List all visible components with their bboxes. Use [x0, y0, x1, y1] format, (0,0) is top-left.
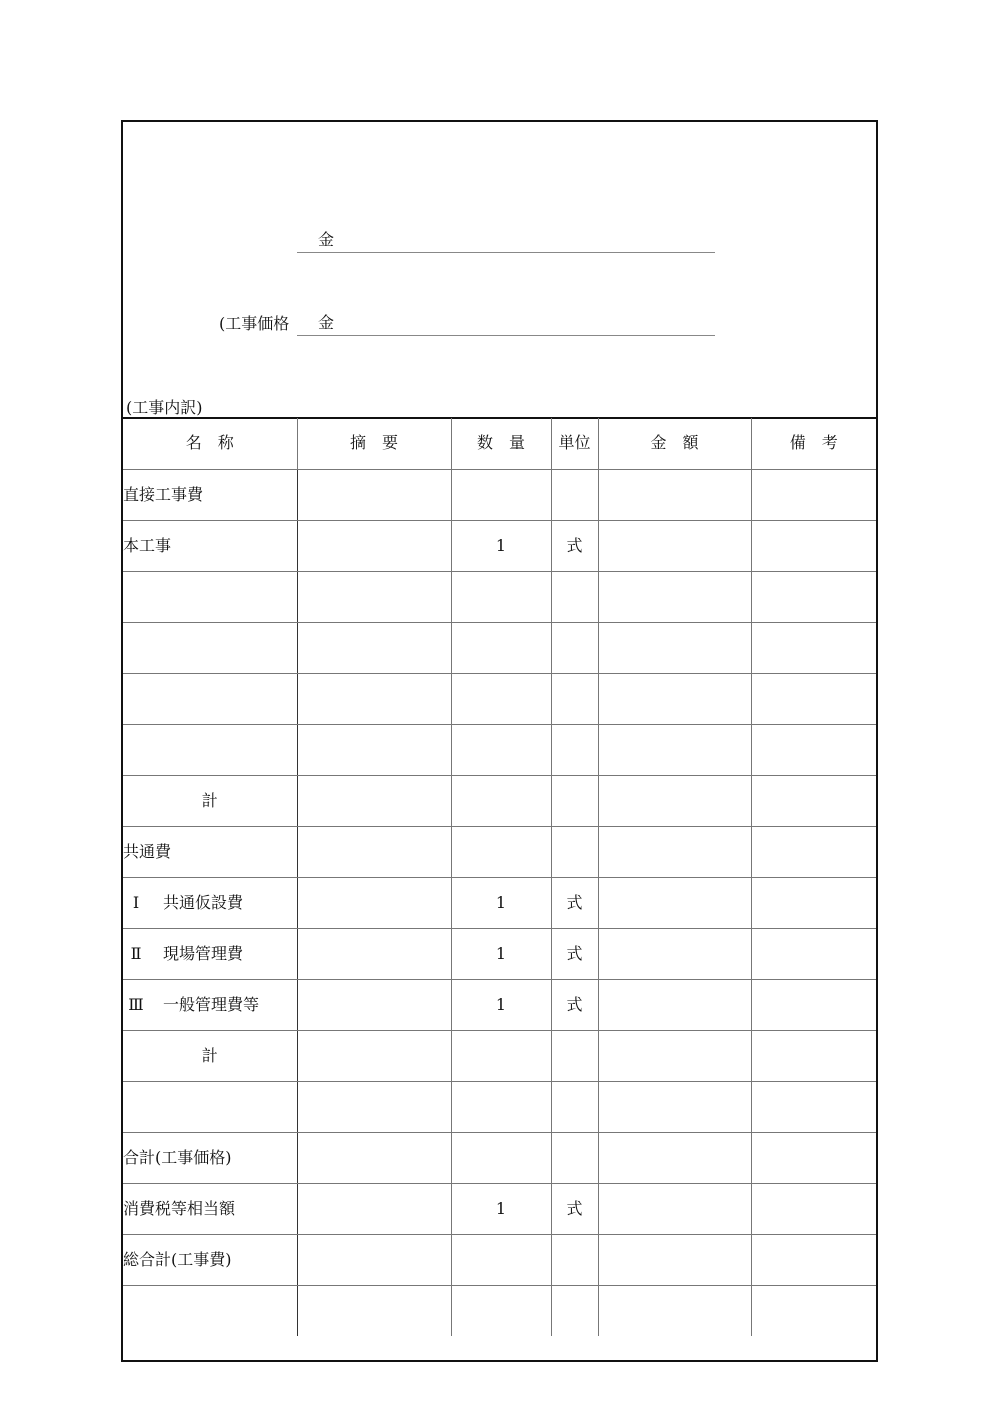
cell-amount[interactable]	[598, 826, 751, 877]
cell-quantity[interactable]	[451, 1081, 551, 1132]
cell-unit[interactable]	[551, 1030, 598, 1081]
cell-unit[interactable]: 式	[551, 979, 598, 1030]
cell-amount[interactable]	[598, 571, 751, 622]
cell-quantity[interactable]	[451, 724, 551, 775]
cell-note[interactable]	[751, 571, 876, 622]
cell-name[interactable]	[123, 928, 297, 979]
cell-unit[interactable]: 式	[551, 1183, 598, 1234]
cell-note[interactable]	[751, 826, 876, 877]
cell-name[interactable]	[123, 877, 297, 928]
cell-quantity[interactable]	[451, 1285, 551, 1336]
cell-summary[interactable]	[297, 775, 451, 826]
cell-quantity[interactable]: 1	[451, 877, 551, 928]
item-name: 直接工事費	[123, 484, 204, 504]
cell-summary[interactable]	[297, 1030, 451, 1081]
table-row	[123, 1081, 876, 1132]
table-row	[123, 1285, 876, 1336]
item-name: 消費税等相当額	[123, 1198, 236, 1218]
cell-summary[interactable]	[297, 622, 451, 673]
construction-price-field[interactable]	[297, 313, 715, 336]
cell-unit[interactable]	[551, 622, 598, 673]
cell-amount[interactable]	[598, 622, 751, 673]
cell-unit[interactable]	[551, 724, 598, 775]
cell-note[interactable]	[751, 469, 876, 520]
cell-unit[interactable]	[551, 673, 598, 724]
item-name: 計	[201, 790, 218, 810]
cell-quantity[interactable]: 1	[451, 979, 551, 1030]
cell-amount[interactable]	[598, 979, 751, 1030]
item-name: 計	[201, 1045, 218, 1065]
cell-quantity[interactable]	[451, 1234, 551, 1285]
cell-note[interactable]	[751, 775, 876, 826]
item-name: 本工事	[123, 535, 172, 555]
cell-note[interactable]	[751, 928, 876, 979]
cell-name[interactable]	[123, 520, 297, 571]
roman-numeral: Ⅰ	[132, 892, 140, 912]
table-row	[123, 775, 876, 826]
cell-summary[interactable]	[297, 673, 451, 724]
cell-quantity[interactable]	[451, 826, 551, 877]
cell-note[interactable]	[751, 673, 876, 724]
table-header-row	[123, 418, 876, 469]
cell-name[interactable]	[123, 1030, 297, 1081]
cell-note[interactable]	[751, 1132, 876, 1183]
cell-amount[interactable]	[598, 724, 751, 775]
item-name: 現場管理費	[163, 943, 244, 963]
cell-name[interactable]	[123, 1285, 297, 1336]
cell-note[interactable]	[751, 1285, 876, 1336]
cell-unit[interactable]	[551, 826, 598, 877]
cell-summary[interactable]	[297, 928, 451, 979]
table-row	[123, 928, 876, 979]
table-row	[123, 724, 876, 775]
cell-summary[interactable]	[297, 877, 451, 928]
table-row	[123, 979, 876, 1030]
cell-quantity[interactable]: 1	[451, 928, 551, 979]
item-name: 共通仮設費	[163, 892, 244, 912]
cell-note[interactable]	[751, 1183, 876, 1234]
cell-quantity[interactable]	[451, 673, 551, 724]
total-amount-prefix: 金	[318, 230, 335, 249]
cell-summary[interactable]	[297, 520, 451, 571]
item-name: 一般管理費等	[163, 994, 260, 1014]
cell-amount[interactable]	[598, 1081, 751, 1132]
table-row	[123, 1234, 876, 1285]
cell-name[interactable]	[123, 469, 297, 520]
table-row	[123, 469, 876, 520]
cell-note[interactable]	[751, 1234, 876, 1285]
table-row	[123, 1183, 876, 1234]
cell-summary[interactable]	[297, 826, 451, 877]
cell-amount[interactable]	[598, 1285, 751, 1336]
cell-amount[interactable]	[598, 1132, 751, 1183]
cell-quantity[interactable]	[451, 469, 551, 520]
roman-numeral: Ⅲ	[128, 994, 144, 1014]
cell-name[interactable]	[123, 979, 297, 1030]
cell-amount[interactable]	[598, 775, 751, 826]
total-amount-field[interactable]	[297, 230, 715, 253]
item-name: 共通費	[123, 841, 172, 861]
table-row	[123, 571, 876, 622]
cell-amount[interactable]	[598, 928, 751, 979]
cell-name[interactable]	[123, 1183, 297, 1234]
cell-summary[interactable]	[297, 1183, 451, 1234]
cell-unit[interactable]	[551, 1234, 598, 1285]
cell-unit[interactable]	[551, 1132, 598, 1183]
cell-note[interactable]	[751, 724, 876, 775]
column-header-quantity: 数 量	[451, 418, 551, 469]
cell-unit[interactable]	[551, 571, 598, 622]
cell-summary[interactable]	[297, 1081, 451, 1132]
cell-quantity[interactable]: 1	[451, 520, 551, 571]
column-header-unit: 単位	[551, 418, 598, 469]
cell-quantity[interactable]	[451, 1132, 551, 1183]
cell-quantity[interactable]	[451, 622, 551, 673]
header-area	[123, 122, 876, 419]
cell-note[interactable]	[751, 1030, 876, 1081]
column-header-name: 名 称	[123, 418, 297, 469]
cell-summary[interactable]	[297, 1132, 451, 1183]
column-header-summary: 摘 要	[297, 418, 451, 469]
cell-note[interactable]	[751, 520, 876, 571]
cell-name[interactable]	[123, 1081, 297, 1132]
cell-unit[interactable]: 式	[551, 928, 598, 979]
cell-quantity[interactable]	[451, 571, 551, 622]
column-header-note: 備 考	[751, 418, 876, 469]
cell-summary[interactable]	[297, 1285, 451, 1336]
cell-note[interactable]	[751, 979, 876, 1030]
cell-summary[interactable]	[297, 979, 451, 1030]
table-row	[123, 1030, 876, 1081]
construction-price-prefix: 金	[318, 313, 335, 332]
roman-numeral: Ⅱ	[130, 943, 142, 963]
cell-quantity[interactable]: 1	[451, 1183, 551, 1234]
item-name: 総合計(工事費)	[123, 1249, 232, 1269]
table-row	[123, 1132, 876, 1183]
cell-name[interactable]	[123, 775, 297, 826]
estimate-form	[121, 120, 878, 1362]
cell-amount[interactable]	[598, 1234, 751, 1285]
cell-amount[interactable]	[598, 673, 751, 724]
cell-name[interactable]	[123, 1234, 297, 1285]
cell-note[interactable]	[751, 877, 876, 928]
cell-quantity[interactable]	[451, 1030, 551, 1081]
cell-summary[interactable]	[297, 571, 451, 622]
table-row	[123, 673, 876, 724]
cell-name[interactable]	[123, 622, 297, 673]
cell-amount[interactable]	[598, 1183, 751, 1234]
table-row	[123, 520, 876, 571]
cell-name[interactable]	[123, 1132, 297, 1183]
cell-summary[interactable]	[297, 1234, 451, 1285]
cell-note[interactable]	[751, 1081, 876, 1132]
cell-name[interactable]	[123, 724, 297, 775]
cell-unit[interactable]	[551, 1081, 598, 1132]
cell-amount[interactable]	[598, 520, 751, 571]
table-row	[123, 622, 876, 673]
construction-price-label: (工事価格	[219, 314, 290, 333]
cell-amount[interactable]	[598, 469, 751, 520]
cell-quantity[interactable]	[451, 775, 551, 826]
item-name: 合計(工事価格)	[123, 1147, 232, 1167]
cell-unit[interactable]: 式	[551, 877, 598, 928]
cell-amount[interactable]	[598, 1030, 751, 1081]
cell-summary[interactable]	[297, 724, 451, 775]
table-row	[123, 826, 876, 877]
cell-summary[interactable]	[297, 469, 451, 520]
cell-note[interactable]	[751, 622, 876, 673]
cell-unit[interactable]	[551, 469, 598, 520]
cell-unit[interactable]	[551, 775, 598, 826]
column-header-amount: 金 額	[598, 418, 751, 469]
cell-unit[interactable]	[551, 1285, 598, 1336]
cell-amount[interactable]	[598, 877, 751, 928]
cell-name[interactable]	[123, 673, 297, 724]
table-row	[123, 877, 876, 928]
cell-name[interactable]	[123, 571, 297, 622]
cell-unit[interactable]: 式	[551, 520, 598, 571]
breakdown-table	[123, 418, 876, 1336]
breakdown-label: (工事内訳)	[126, 398, 203, 417]
cell-name[interactable]	[123, 826, 297, 877]
